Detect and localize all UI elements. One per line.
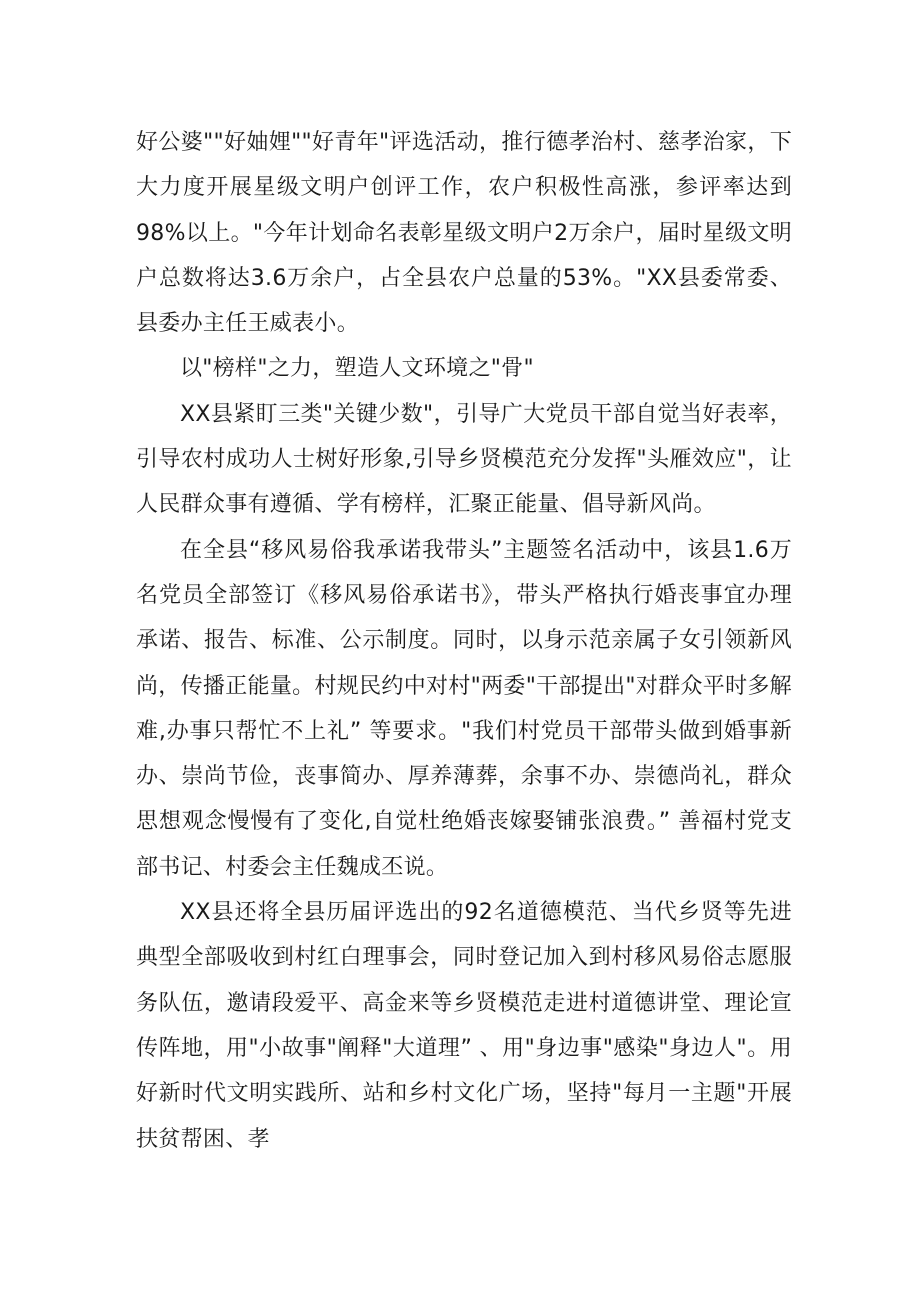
paragraph: XX县紧盯三类"关键少数"，引导广大党员干部自觉当好表率，引导农村成功人士树好形象,引导乡贤模范充分发挥"头雁效应"，让人民群众事有遵循、学有榜样，汇聚正能量、倡导新风尚。 — [136, 401, 792, 518]
paragraph: XX县还将全县历届评选出的92名道德模范、当代乡贤等先进典型全部吸收到村红白理事会，同时登记加入到村移风易俗志愿服务队伍，邀请段爱平、高金来等乡贤模范走进村道德讲堂、理论宣传阵地，用"小故事"阐释"大道理” 、用"身边事"感染"身边人"。用好新时代文明实践所、站和乡村文化广场，坚持"每月一主题"开展扶贫帮困、孝 — [136, 900, 792, 1152]
article-body — [136, 120, 792, 1162]
section-heading: 以"榜样"之力，塑造人文环境之"骨" — [180, 356, 534, 382]
paragraph: 在全县“移风易俗我承诺我带头”主题签名活动中，该县1.6万名党员全部签订《移风易俗承诺书》，带头严格执行婚丧事宜办理承诺、报告、标准、公示制度。同时，以身示范亲属子女引领新风尚，传播正能量。村规民约中对村"两委"干部提出"对群众平时多解难,办事只帮忙不上礼” 等要求。"我们村党员干部带头做到婚事新办、崇尚节俭，丧事简办、厚养薄葬，余事不办、崇德尚礼，群众思想观念慢慢有了变化,自觉杜绝婚丧嫁娶铺张浪费。” 善福村党支部书记、村委会主任魏成丕说。 — [136, 537, 792, 880]
paragraph-continuation: 好公婆""好妯娌""好青年"评选活动，推行德孝治村、慈孝治家，下大力度开展星级文明户创评工作，农户积极性高涨，参评率达到98%以上。"今年计划命名表彰星级文明户2万余户，届时星级文明户总数将达3.6万余户，占全县农户总量的53%。"XX县委常委、县委办主任王威表小。 — [136, 130, 792, 337]
